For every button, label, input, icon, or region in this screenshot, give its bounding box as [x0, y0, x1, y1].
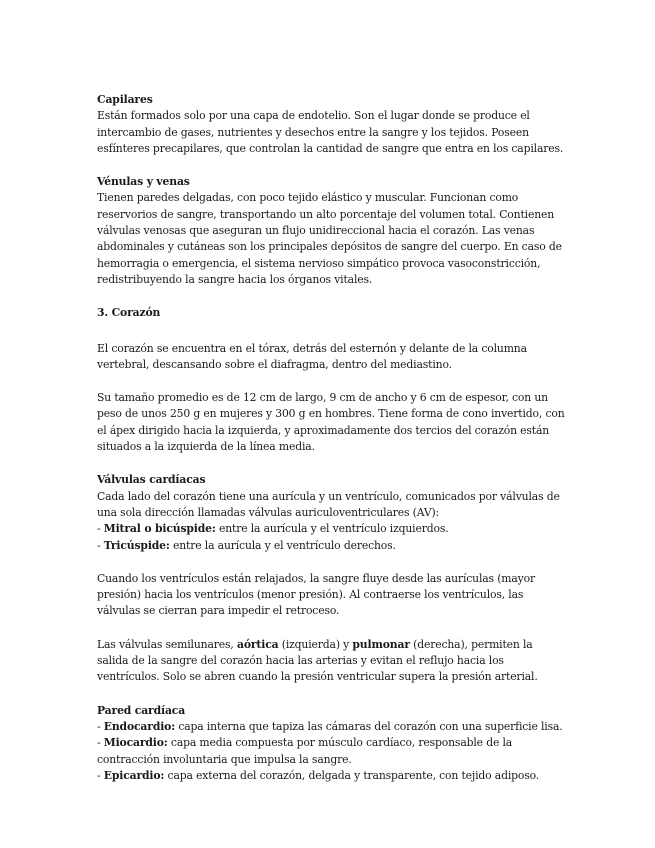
list-item-tricuspide	[97, 538, 567, 554]
list-desc: capa interna que tapiza las cámaras del corazón con una superficie lisa.	[175, 719, 563, 733]
list-desc: capa media compuesta por músculo cardíaco, responsable de la contracción involuntaria que impulsa la sangre.	[97, 736, 513, 766]
list-prefix: -	[97, 719, 104, 733]
list-prefix: -	[97, 768, 104, 782]
list-term: Miocardio:	[103, 736, 168, 750]
section-heading-pared: Pared cardíaca	[97, 703, 186, 717]
text-run: Las válvulas semilunares,	[97, 637, 237, 651]
list-desc: capa externa del corazón, delgada y transparente, con tejido adiposo.	[164, 768, 540, 782]
paragraph-valvulas-semilunares	[97, 637, 567, 686]
list-term: Tricúspide:	[103, 538, 170, 552]
paragraph-valvulas-flujo: Cuando los ventrículos están relajados, la sangre fluye desde las aurículas (mayor presión) hacia los ventrículos (menor presión). Al contraerse los ventrículos, las válvulas se cierran para impedir el retroceso.	[97, 571, 535, 618]
list-prefix: -	[97, 538, 104, 552]
list-item-epicardio	[97, 768, 567, 784]
paragraph-venulas: Tienen paredes delgadas, con poco tejido elástico y muscular. Funcionan como reservorios de sangre, transportando un alto porcentaje del volumen total. Contienen válvulas venosas que aseguran un flujo unidireccional hacia el corazón. Las venas abdominales y cutáneas son los principales depósitos de sangre del cuerpo. En caso de hemorragia o emergencia, el sistema nervioso simpático provoca vasoconstricción, redistribuyendo la sangre hacia los órganos vitales.	[97, 191, 562, 286]
list-item-miocardio	[97, 735, 567, 768]
paragraph-capilares: Están formados solo por una capa de endotelio. Son el lugar donde se produce el intercambio de gases, nutrientes y desechos entre la sangre y los tejidos. Poseen esfínteres precapilares, que controlan la cantidad de sangre que entra en los capilares.	[97, 109, 564, 155]
text-run: (izquierda) y	[278, 637, 353, 651]
list-item-mitral	[97, 521, 567, 537]
section-heading-corazon: 3. Corazón	[97, 306, 161, 320]
paragraph-corazon-tamano: Su tamaño promedio es de 12 cm de largo, 9 cm de ancho y 6 cm de espesor, con un peso de unos 250 g en mujeres y 300 g en hombres. Tiene forma de cono invertido, con el ápex dirigido hacia la izquierda, y aproximadamente dos tercios del corazón están situados a la izquierda de la línea media.	[97, 391, 565, 454]
section-heading-valvulas: Válvulas cardíacas	[97, 473, 206, 487]
paragraph-corazon-ubicacion: El corazón se encuentra en el tórax, detrás del esternón y delante de la columna vertebral, descansando sobre el diafragma, dentro del mediastino.	[97, 341, 527, 371]
list-desc: entre la aurícula y el ventrículo izquierdos.	[215, 522, 449, 536]
list-term: Endocardio:	[103, 719, 176, 733]
document-content	[97, 92, 567, 784]
bold-term-pulmonar: pulmonar	[352, 637, 410, 651]
bold-term-aortica: aórtica	[236, 637, 279, 651]
section-heading-venulas: Vénulas y venas	[97, 175, 190, 189]
list-term: Mitral o bicúspide:	[103, 522, 216, 536]
paragraph-valvulas-intro: Cada lado del corazón tiene una aurícula y un ventrículo, comunicados por válvulas de una sola dirección llamadas válvulas auriculoventriculares (AV):	[97, 489, 560, 519]
list-item-endocardio	[97, 719, 567, 735]
list-term: Epicardio:	[103, 768, 165, 782]
section-heading-capilares: Capilares	[97, 93, 153, 106]
list-prefix: -	[97, 522, 104, 536]
text-run: (derecha), permiten la salida de la sangre del corazón hacia las arterias y evitan el reflujo hacia los ventrículos. Solo se abren cuando la presión ventricular supera la presión arterial.	[97, 637, 538, 684]
list-desc: entre la aurícula y el ventrículo derechos.	[169, 538, 396, 552]
list-prefix: -	[97, 736, 104, 750]
